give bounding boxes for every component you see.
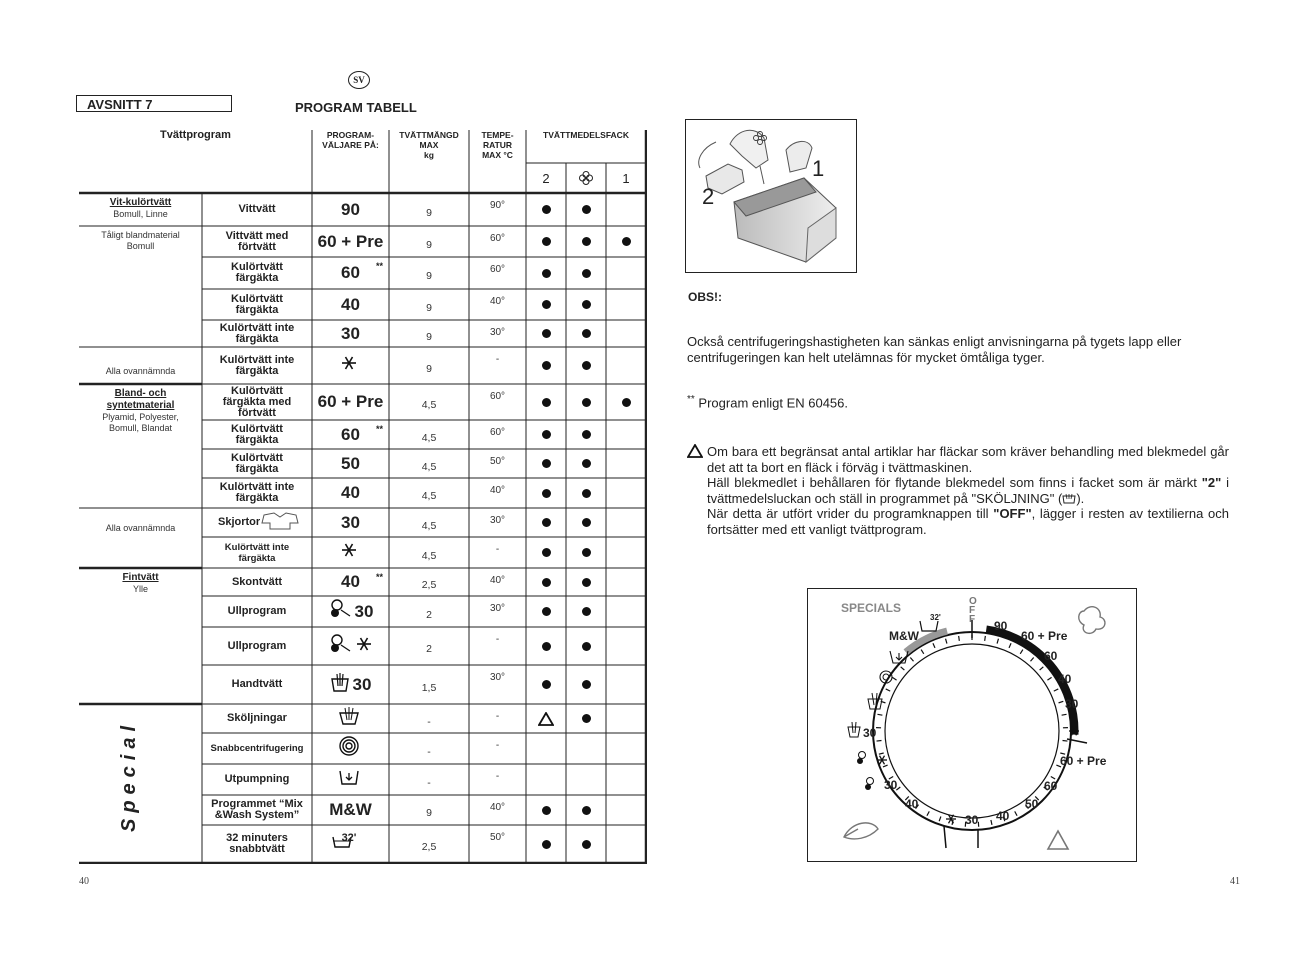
- wool-snow-icon: [328, 633, 352, 660]
- rinse-icon: [338, 706, 360, 731]
- detergent-drawer-figure: [685, 119, 857, 273]
- detergent-dot: [526, 289, 566, 320]
- selector-value: 60 + Pre: [317, 231, 384, 251]
- max-temp: -: [495, 544, 500, 555]
- category-3: [79, 388, 202, 438]
- max-temp: 30°: [489, 603, 506, 614]
- selector-value: 40: [341, 483, 360, 502]
- program-name: Programmet “Mix &Wash System”: [211, 798, 303, 821]
- dial-label-90: 90: [994, 619, 1008, 633]
- dial-label-30: 30: [1065, 697, 1079, 711]
- program-selector: [312, 478, 389, 508]
- max-temp: 60°: [489, 427, 506, 438]
- snowflake-icon: [340, 354, 358, 377]
- program-table: [79, 130, 647, 864]
- quick-wash-icon: [920, 621, 938, 631]
- dial-label-50: 50: [1025, 797, 1039, 811]
- obs-heading: OBS!:: [688, 290, 722, 304]
- max-temp: 60°: [489, 233, 506, 244]
- detergent-dot: [606, 384, 646, 420]
- col-header-temp: TEMPE- RATUR MAX °C: [481, 130, 514, 160]
- program-selector: [312, 795, 389, 825]
- wool-icon: [328, 598, 352, 625]
- program-selector: [312, 193, 389, 226]
- synthetic-triangle-icon: [1048, 831, 1068, 849]
- category-subtitle: Alla ovannämnda: [105, 365, 176, 376]
- program-name: Skjortor: [202, 508, 312, 537]
- program-name: Kulörtvätt inte färgäkta: [219, 353, 295, 377]
- program-selector: [312, 257, 389, 289]
- detergent-dot: [566, 347, 606, 384]
- max-load: 2,5: [421, 841, 437, 853]
- max-temp: -: [495, 771, 500, 782]
- bleach-note-compartment: "2": [1201, 475, 1222, 490]
- max-temp: 40°: [489, 802, 506, 813]
- figure-label-2: 2: [702, 184, 715, 209]
- dial-label-30-2: 30: [965, 813, 979, 827]
- standard-note-text: Program enligt EN 60456.: [698, 395, 849, 411]
- selector-value: 40: [341, 572, 360, 591]
- max-temp: -: [495, 740, 500, 751]
- max-load: 4,5: [421, 431, 437, 444]
- detergent-dot: [566, 257, 606, 289]
- max-load: -: [427, 745, 431, 758]
- detergent-dot: [526, 568, 566, 596]
- figure-label-1: 1: [812, 156, 825, 181]
- selector-value: 30: [354, 601, 374, 621]
- category-subtitle: Alla ovannämnda: [105, 522, 176, 533]
- detergent-dot: [566, 320, 606, 347]
- bleach-note-line3: i tvättmedelsluckan och ställ in programmet på "SKÖLJNING" (: [707, 475, 1229, 506]
- detergent-dot: [566, 825, 606, 863]
- selector-value: 60: [341, 424, 360, 444]
- max-temp: -: [495, 711, 500, 722]
- page-title: PROGRAM TABELL: [295, 100, 417, 115]
- dial-label-40: 40: [1058, 672, 1072, 686]
- max-temp: 30°: [489, 515, 506, 526]
- detergent-dot: [566, 508, 606, 537]
- dial-label-wool30: 30: [884, 778, 898, 792]
- program-name: Skontvätt: [231, 575, 283, 588]
- bleach-note-line3-end: ).: [1076, 490, 1085, 506]
- drawer-header-1: 1: [622, 170, 630, 186]
- snowflake-icon: [340, 541, 358, 564]
- selector-value: 60: [341, 263, 360, 282]
- category-4: [79, 523, 202, 552]
- dial-specials-label: SPECIALS: [841, 601, 902, 615]
- standard-stars: **: [375, 261, 383, 271]
- program-name: Vittvätt med förtvätt: [225, 229, 289, 253]
- max-temp: -: [495, 354, 500, 365]
- detergent-dot: [526, 449, 566, 478]
- detergent-dot: [526, 795, 566, 825]
- detergent-dot: [526, 478, 566, 508]
- max-load: 9: [426, 206, 432, 219]
- dial-label-40-left: 40: [905, 797, 919, 811]
- rinse-icon: [1062, 493, 1076, 505]
- program-selector: [312, 537, 389, 568]
- col-header-load: TVÄTTMÄNGD MAX kg: [399, 130, 459, 160]
- program-selector: [312, 289, 389, 320]
- detergent-dot: [566, 568, 606, 596]
- max-load: 9: [426, 362, 432, 375]
- dial-knob: [885, 644, 1059, 818]
- wool-icon: [859, 752, 866, 759]
- stars-mark: **: [687, 394, 695, 405]
- shirt-icon: [260, 511, 300, 534]
- max-load: 2: [426, 643, 432, 655]
- program-selector: [312, 449, 389, 478]
- max-temp: 50°: [489, 832, 506, 843]
- program-name: Snabbcentrifugering: [210, 743, 304, 754]
- selector-value: 30: [341, 512, 360, 532]
- hand-icon: [330, 671, 350, 698]
- max-load: 4,5: [421, 399, 437, 411]
- selector-value: 60 + Pre: [317, 392, 384, 411]
- detergent-dot: [526, 537, 566, 568]
- detergent-dot: [526, 825, 566, 863]
- detergent-dot: [566, 627, 606, 665]
- max-temp: 60°: [489, 391, 506, 402]
- dial-label-60pre-2: 60 + Pre: [1060, 754, 1107, 768]
- program-name: Kulörtvätt färgäkta: [231, 422, 283, 446]
- category-5: [79, 572, 202, 612]
- program-name: Kulörtvätt färgäkta med förtvätt: [222, 384, 292, 419]
- detergent-dot: [526, 347, 566, 384]
- max-load: 1,5: [421, 681, 437, 694]
- max-load: 9: [426, 238, 432, 251]
- program-selector: [312, 508, 389, 537]
- cotton-icon: [1079, 607, 1105, 634]
- program-name: Kulörtvätt färgäkta: [231, 261, 283, 284]
- program-name: 32 minuters snabbtvätt: [226, 832, 288, 855]
- program-selector: [312, 704, 389, 733]
- category-title: Bland- och syntetmaterial: [106, 388, 175, 411]
- category-1: [79, 230, 202, 260]
- detergent-dot: [566, 478, 606, 508]
- selector-value: 40: [341, 294, 360, 314]
- max-temp: 40°: [489, 296, 506, 307]
- max-load: 4,5: [421, 460, 437, 473]
- dial-label-hand30: 30: [863, 726, 877, 740]
- max-load: -: [427, 776, 431, 789]
- program-selector: [312, 320, 389, 347]
- detergent-dot: [566, 289, 606, 320]
- detergent-dot: [566, 449, 606, 478]
- max-load: 9: [426, 330, 432, 343]
- max-temp: 30°: [489, 327, 506, 338]
- detergent-dot: [526, 596, 566, 627]
- program-name: Kulörtvätt inte färgäkta: [219, 321, 295, 345]
- detergent-dot: [566, 596, 606, 627]
- bleach-triangle-icon: [526, 704, 566, 733]
- col-header-detergent: TVÄTTMEDELSFACK: [543, 130, 629, 140]
- col-header-program: Tvättprogram: [160, 129, 231, 141]
- bleach-note-line4: När detta är utfört vrider du programknappen till: [707, 506, 989, 521]
- max-load: 9: [426, 301, 432, 314]
- category-subtitle: Plyamid, Polyester, Bomull, Blandat: [102, 412, 179, 433]
- detergent-dot: [566, 795, 606, 825]
- dial-32-label: 32': [930, 613, 941, 622]
- program-name: Ullprogram: [227, 605, 287, 617]
- max-load: 9: [426, 807, 432, 819]
- selector-value: 32': [341, 832, 357, 844]
- program-selector: [312, 665, 389, 704]
- program-selector: [312, 420, 389, 449]
- category-subtitle: Bomull, Linne: [113, 209, 168, 219]
- program-selector: [312, 226, 389, 257]
- selector-value: 30: [341, 323, 360, 343]
- feather-icon: [844, 823, 878, 839]
- detergent-dot: [606, 226, 646, 257]
- category-title: Vit-kulörtvätt: [109, 197, 172, 208]
- selector-value: 90: [341, 199, 360, 219]
- max-load: 2: [426, 608, 432, 621]
- selector-value: 30: [352, 674, 372, 694]
- detergent-dot: [566, 704, 606, 733]
- spin-icon: [338, 735, 360, 762]
- program-name: Sköljningar: [227, 712, 287, 724]
- program-selector: [312, 627, 389, 665]
- detergent-dot: [566, 537, 606, 568]
- bleach-note-line2: Häll blekmedlet i behållaren för flytande blekmedel som finns i facket som är märkt: [707, 475, 1197, 490]
- dial-mw-label: M&W: [889, 629, 919, 643]
- bleach-note-off: "OFF": [993, 506, 1032, 521]
- standard-stars: **: [375, 424, 383, 434]
- section-label: AVSNITT 7: [76, 95, 232, 112]
- program-name: Kulörtvätt inte färgäkta: [224, 541, 290, 564]
- detergent-dot: [566, 193, 606, 226]
- program-name: Kulörtvätt färgäkta: [231, 451, 283, 475]
- col-header-selector: PROGRAM- VÄLJARE PÅ:: [322, 130, 379, 150]
- max-temp: 60°: [489, 264, 506, 275]
- bleach-note: [707, 444, 1229, 537]
- program-name: Kulörtvätt inte färgäkta: [219, 481, 295, 504]
- drain-icon: [338, 767, 360, 792]
- dial-label-60pre: 60 + Pre: [1021, 629, 1068, 643]
- detergent-dot: [526, 193, 566, 226]
- dial-label-60: 60: [1044, 649, 1058, 663]
- spin-note: Också centrifugeringshastigheten kan sänkas enligt anvisningarna på tygets lapp eller centrifugeringen kan helt utelämnas för mycket ömtåliga tyger.: [687, 334, 1182, 365]
- max-load: 4,5: [421, 519, 437, 532]
- detergent-dot: [526, 320, 566, 347]
- max-temp: 40°: [489, 575, 506, 586]
- detergent-dot: [526, 665, 566, 704]
- category-0: [79, 197, 202, 229]
- program-selector: [312, 596, 389, 627]
- wool-icon: [867, 778, 874, 785]
- max-temp: -: [495, 634, 500, 645]
- detergent-dot: [526, 257, 566, 289]
- detergent-dot: [566, 226, 606, 257]
- selector-value: 50: [341, 453, 360, 473]
- max-temp: 90°: [489, 200, 506, 211]
- max-temp: 40°: [489, 485, 506, 496]
- dial-label-40-2: 40: [996, 809, 1010, 823]
- max-load: 4,5: [421, 490, 437, 502]
- category-title: Fintvätt: [122, 572, 159, 583]
- detergent-dot: [566, 384, 606, 420]
- max-load: 2,5: [421, 579, 437, 591]
- max-temp: 30°: [489, 672, 506, 683]
- dial-label-60-2: 60: [1044, 779, 1058, 793]
- selector-value: M&W: [329, 800, 372, 819]
- standard-stars: **: [375, 572, 383, 582]
- detergent-dot: [526, 384, 566, 420]
- max-load: -: [427, 715, 431, 728]
- program-dial-panel: [807, 588, 1137, 862]
- detergent-dot: [526, 226, 566, 257]
- max-temp: 50°: [489, 456, 506, 467]
- program-selector: [312, 733, 389, 764]
- language-badge: SV: [348, 71, 370, 89]
- program-name: Handtvätt: [231, 678, 283, 690]
- dial-off-label: OFF: [969, 596, 977, 625]
- max-load: 4,5: [421, 549, 437, 562]
- program-name: Vittvätt: [238, 203, 276, 215]
- standard-note: [687, 392, 1232, 411]
- program-selector: [312, 825, 389, 863]
- program-selector: [312, 384, 389, 420]
- program-name: Kulörtvätt färgäkta: [231, 292, 283, 316]
- drawer-header-2: 2: [542, 170, 550, 186]
- warning-triangle-icon: [687, 444, 703, 463]
- special-label: Special: [118, 719, 140, 832]
- program-name: Ullprogram: [227, 639, 287, 652]
- detergent-dot: [566, 665, 606, 704]
- hand-wash-icon: [848, 722, 860, 737]
- program-selector: [312, 568, 389, 596]
- category-subtitle: Ylle: [132, 584, 148, 594]
- program-name: Utpumpning: [224, 773, 290, 785]
- detergent-dot: [526, 627, 566, 665]
- page-number-right: 41: [1230, 876, 1240, 887]
- category-subtitle: Tåligt blandmaterial Bomull: [101, 230, 180, 251]
- detergent-dot: [526, 508, 566, 537]
- program-selector: [312, 347, 389, 384]
- bleach-note-line1: Om bara ett begränsat antal artiklar har fläckar som kräver behandling med blekmedel går det att ta bort en fläck i förväg i tvättmaskinen.: [707, 444, 1229, 475]
- detergent-dot: [566, 420, 606, 449]
- max-load: 9: [426, 270, 432, 282]
- softener-header-icon: [566, 168, 606, 188]
- page-number-left: 40: [79, 876, 89, 887]
- bleach-note-line5: , lägger i resten av textilierna och fortsätter med ett vanligt tvättprogram.: [707, 506, 1229, 537]
- snowflake-icon: [355, 635, 373, 658]
- detergent-dot: [526, 420, 566, 449]
- program-selector: [312, 764, 389, 795]
